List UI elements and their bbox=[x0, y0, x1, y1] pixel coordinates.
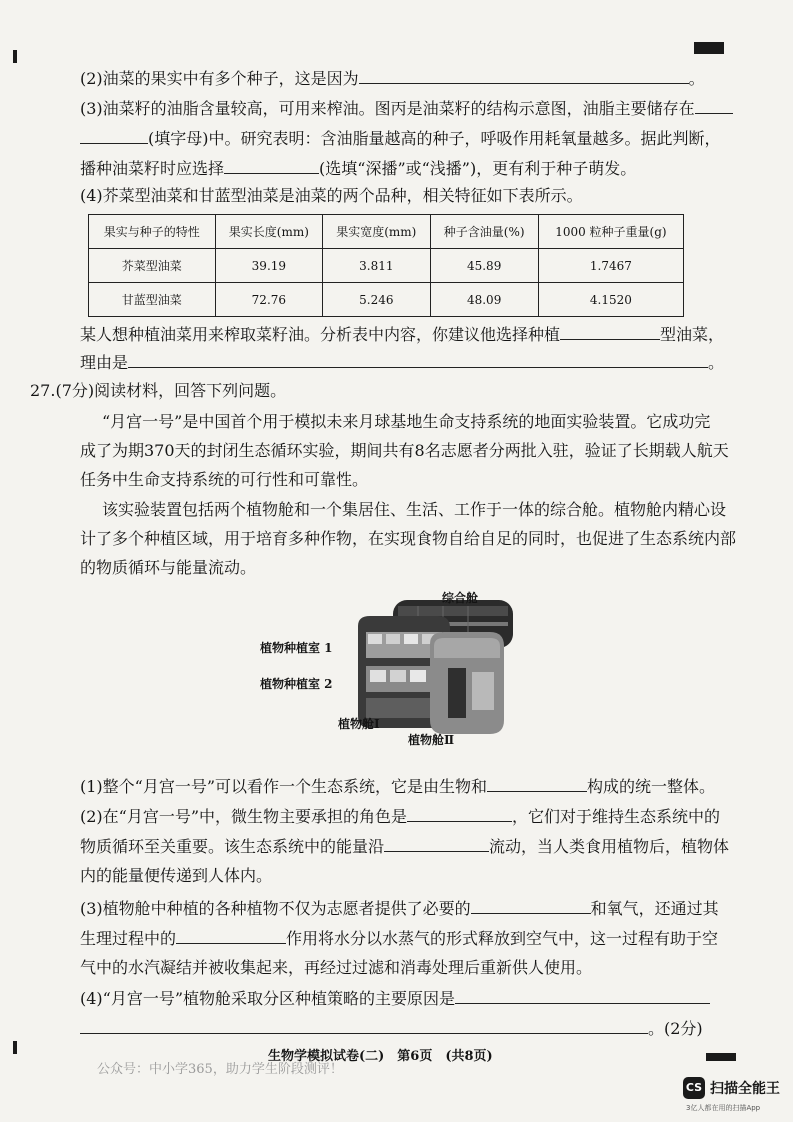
answer-blank[interactable] bbox=[471, 898, 591, 914]
camscanner-logo-icon: CS bbox=[683, 1077, 705, 1099]
q26-part3-line3: 播种油菜籽时应选择 (选填“深播”或“浅播”)，更有利于种子萌发。 bbox=[80, 159, 637, 178]
label-planting-room-2: 植物种植室 2 bbox=[260, 677, 333, 691]
answer-blank[interactable] bbox=[224, 158, 319, 174]
table-header-row bbox=[89, 215, 684, 249]
table-cell: 72.76 bbox=[215, 283, 322, 317]
table-header-cell: 1000 粒种子重量(g) bbox=[538, 215, 683, 249]
table-cell: 1.7467 bbox=[538, 249, 683, 283]
table-cell: 45.89 bbox=[430, 249, 538, 283]
label-planting-room-1: 植物种植室 1 bbox=[260, 641, 333, 655]
q26-part2: (2)油菜的果实中有多个种子，这是因为 。 bbox=[80, 69, 705, 88]
table-cell: 3.811 bbox=[323, 249, 430, 283]
table-cell: 39.19 bbox=[215, 249, 322, 283]
q27-para2: 的物质循环与能量流动。 bbox=[80, 558, 257, 577]
table-header-cell: 果实宽度(mm) bbox=[323, 215, 430, 249]
table-cell: 甘蓝型油菜 bbox=[89, 283, 216, 317]
q27-para1: 成了为期370天的封闭生态循环实验，期间共有8名志愿者分两批入驻，验证了长期载人航天 bbox=[80, 441, 729, 460]
answer-blank[interactable] bbox=[176, 928, 286, 944]
page-footer: 生物学模拟试卷(二) 第6页 (共8页) bbox=[268, 1049, 493, 1064]
answer-blank[interactable] bbox=[80, 128, 148, 144]
answer-blank[interactable] bbox=[80, 1018, 648, 1034]
trait-table bbox=[88, 214, 684, 317]
answer-blank[interactable] bbox=[487, 776, 587, 792]
q27-para1: 任务中生命支持系统的可行性和可靠性。 bbox=[80, 470, 369, 489]
table-header-cell: 种子含油量(%) bbox=[430, 215, 538, 249]
scan-mark-top-left bbox=[13, 50, 17, 63]
q27-para2: 计了多个种植区域，用于培育多种作物，在实现食物自给自足的同时，也促进了生态系统内部 bbox=[80, 529, 737, 548]
q27-part2-line1: (2)在“月宫一号”中，微生物主要承担的角色是 ，它们对于维持生态系统中的 bbox=[80, 807, 721, 826]
q27-part3-line2: 生理过程中的 作用将水分以水蒸气的形式释放到空气中，这一过程有助于空 bbox=[80, 929, 719, 948]
q27-part1: (1)整个“月宫一号”可以看作一个生态系统，它是由生物和 构成的统一整体。 bbox=[80, 777, 716, 796]
camscanner-name: 扫描全能王 bbox=[710, 1081, 780, 1097]
table-cell: 48.09 bbox=[430, 283, 538, 317]
q27-part4-line1: (4)“月宫一号”植物舱采取分区种植策略的主要原因是 bbox=[80, 988, 710, 1009]
scan-mark-bottom-right bbox=[706, 1053, 736, 1061]
label-comprehensive-cabin: 综合舱 bbox=[442, 591, 479, 605]
table-cell: 芥菜型油菜 bbox=[89, 249, 216, 283]
table-row bbox=[89, 249, 684, 283]
answer-blank[interactable] bbox=[359, 68, 689, 84]
q26-part4-intro: (4)芥菜型油菜和甘蓝型油菜是油菜的两个品种，相关特征如下表所示。 bbox=[80, 186, 583, 205]
table-header-cell: 果实与种子的特性 bbox=[89, 215, 216, 249]
scan-mark-bottom-left bbox=[13, 1041, 17, 1054]
q26-part4-reason: 理由是 。 bbox=[80, 353, 725, 372]
watermark-text: 公众号：中小学365，助力学生阶段测评！ bbox=[97, 1062, 343, 1077]
q26-part3-line1: (3)油菜籽的油脂含量较高，可用来榨油。图丙是油菜籽的结构示意图，油脂主要储存在 bbox=[80, 98, 733, 119]
q27-para1: “月宫一号”是中国首个用于模拟未来月球基地生命支持系统的地面实验装置。它成功完 bbox=[102, 412, 711, 431]
q27-part3-line1: (3)植物舱中种植的各种植物不仅为志愿者提供了必要的 和氧气，还通过其 bbox=[80, 899, 719, 918]
answer-blank[interactable] bbox=[695, 98, 733, 114]
table-cell: 5.246 bbox=[323, 283, 430, 317]
q27-part4-line2: 。(2分) bbox=[80, 1018, 703, 1039]
q27-part3-line3: 气中的水汽凝结并被收集起来，再经过过滤和消毒处理后重新供人使用。 bbox=[80, 958, 593, 977]
answer-blank[interactable] bbox=[384, 836, 489, 852]
q27-header: 27.(7分)阅读材料，回答下列问题。 bbox=[30, 381, 287, 400]
label-plant-cabin-2: 植物舱Ⅱ bbox=[408, 733, 455, 747]
answer-blank[interactable] bbox=[455, 988, 710, 1004]
label-plant-cabin-1: 植物舱Ⅰ bbox=[338, 717, 380, 731]
camscanner-tagline: 3亿人都在用的扫描App bbox=[686, 1104, 761, 1112]
q26-part4-question: 某人想种植油菜用来榨取菜籽油。分析表中内容，你建议他选择种植 型油菜， bbox=[80, 325, 725, 344]
q27-para2: 该实验装置包括两个植物舱和一个集居住、生活、工作于一体的综合舱。植物舱内精心设 bbox=[102, 500, 727, 519]
q27-part2-line2: 物质循环至关重要。该生态系统中的能量沿 流动，当人类食用植物后，植物体 bbox=[80, 837, 730, 856]
answer-blank[interactable] bbox=[407, 806, 512, 822]
answer-blank[interactable] bbox=[128, 352, 708, 368]
scan-mark-top-right bbox=[694, 42, 724, 54]
table-row bbox=[89, 283, 684, 317]
answer-blank[interactable] bbox=[560, 324, 660, 340]
lunar-palace-figure bbox=[258, 588, 518, 748]
table-cell: 4.1520 bbox=[538, 283, 683, 317]
lunar-palace-illustration bbox=[258, 588, 518, 748]
q26-part3-line2: (填字母)中。研究表明：含油脂量越高的种子，呼吸作用耗氧量越多。据此判断， bbox=[80, 128, 721, 149]
table-header-cell: 果实长度(mm) bbox=[215, 215, 322, 249]
q27-part2-line3: 内的能量便传递到人体内。 bbox=[80, 866, 273, 885]
